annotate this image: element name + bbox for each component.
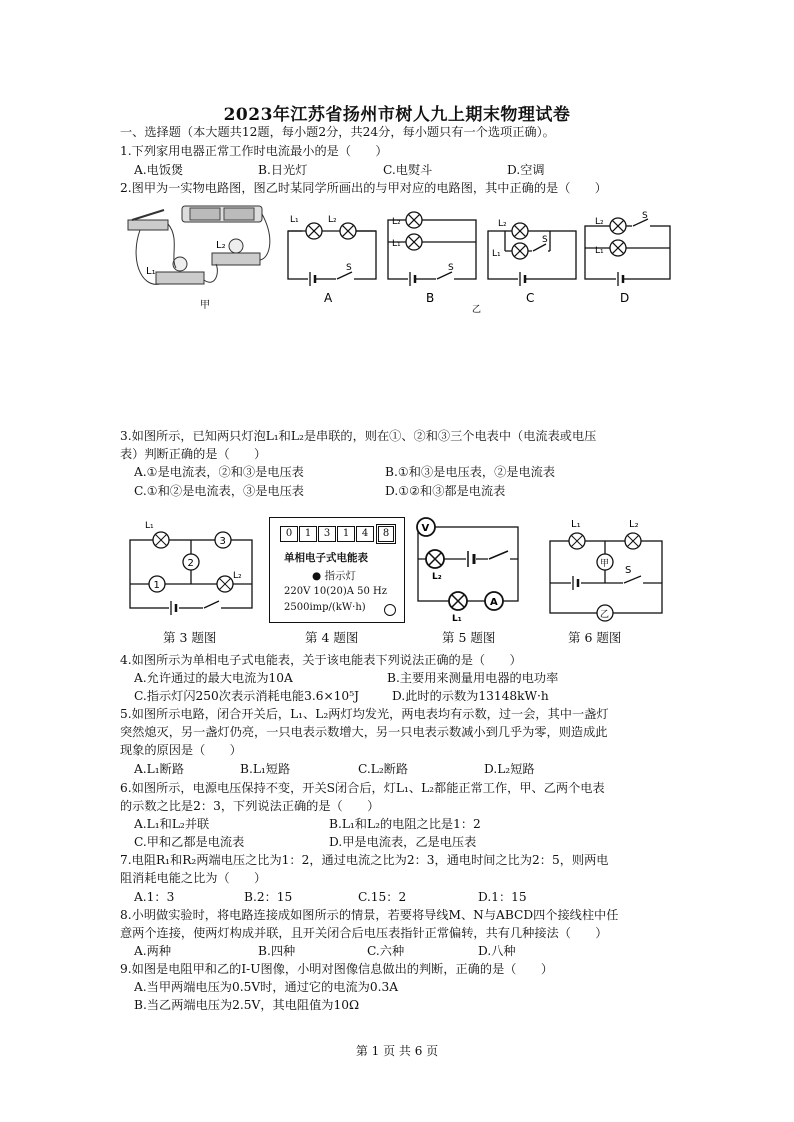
q6-option-b: B.L₁和L₂的电阻之比是1：2 (329, 817, 481, 831)
q1-option-c: C.电熨斗 (383, 163, 433, 177)
circuit-b-l2: L₂ (392, 217, 401, 227)
fig3-meter-1: 1 (153, 580, 160, 591)
fig5-l2: L₂ (432, 572, 442, 582)
fig6-meter-jia: 甲 (600, 559, 610, 569)
q7-option-b: B.2：15 (244, 890, 293, 904)
fig4-caption: 第 4 题图 (305, 630, 359, 645)
circuit-c-s: S (542, 235, 548, 245)
circuit-c-l2: L₂ (498, 219, 507, 229)
circuit-b (388, 212, 476, 305)
q5-option-d: D.L₂短路 (484, 762, 535, 776)
circuit-a-l2: L₂ (328, 215, 337, 225)
meter-digit: 3 (318, 526, 336, 542)
circuit-a-s: S (346, 263, 352, 273)
q6-option-a: A.L₁和L₂并联 (134, 817, 210, 831)
meter-digit-row (280, 526, 394, 542)
q1-option-d: D.空调 (507, 163, 545, 177)
q3-option-a: A.①是电流表，②和③是电压表 (134, 465, 304, 479)
q7-option-c: C.15：2 (358, 890, 407, 904)
meter-digit: 1 (337, 526, 355, 542)
q1-option-a: A.电饭煲 (134, 163, 184, 177)
q7-option-a: A.1：3 (134, 890, 175, 904)
page-footer: 第 1 页 共 6 页 (355, 1044, 439, 1058)
fig6-l2: L₂ (629, 519, 639, 530)
q4-option-c: C.指示灯闪250次表示消耗电能3.6×10⁵J (134, 689, 359, 703)
q8-stem-line2: 意两个连接，使两灯构成并联，且开关闭合后电压表指针正常偏转，共有几种接法（ ） (120, 926, 608, 940)
fig3-meter-3: 3 (219, 536, 226, 547)
fig3-l2: L₂ (233, 571, 242, 581)
q8-option-d: D.八种 (478, 944, 516, 958)
circuit-b-l1: L₁ (392, 239, 401, 249)
circuit-c (488, 219, 576, 305)
fig6-s: S (625, 565, 632, 576)
q5-stem-line2: 突然熄灭，另一盏灯仍亮，一只电表示数增大，另一只电表示数减小到几乎为零，则造成此 (120, 725, 608, 739)
meter-spec-constant: 2500imp/(kW·h) (284, 602, 366, 613)
q7-stem-line2: 阻消耗电能之比为（ ） (120, 871, 267, 885)
meter-indicator: ● 指示灯 (312, 570, 356, 582)
q5-option-c: C.L₂断路 (358, 762, 409, 776)
q3-stem-line1: 3.如图所示，已知两只灯泡L₁和L₂是串联的，则在①、②和③三个电表中（电流表或电压 (120, 429, 597, 443)
q6-stem-line2: 的示数之比是2：3，下列说法正确的是（ ） (120, 799, 380, 813)
circuit-a-l1: L₁ (290, 215, 299, 225)
fig5-circuit (410, 515, 530, 625)
fig3-meter-2: 2 (187, 558, 194, 569)
meter-digit-decimal: 8 (378, 526, 394, 542)
fig6-caption: 第 6 题图 (568, 630, 622, 645)
q5-option-b: B.L₁短路 (240, 762, 291, 776)
circuit-d-label: D (620, 291, 630, 305)
circuit-d-s: S (642, 211, 648, 221)
q3-stem-line2: 表）判断正确的是（ ） (120, 447, 267, 461)
circuit-b-label: B (426, 291, 435, 305)
q8-option-b: B.四种 (258, 944, 296, 958)
q5-stem-line3: 现象的原因是（ ） (120, 743, 242, 757)
circuit-b-s: S (448, 263, 454, 273)
q6-option-c: C.甲和乙都是电流表 (134, 835, 245, 849)
q5-stem-line1: 5.如图所示电路，闭合开关后，L₁、L₂两灯均发光，两电表均有示数，过一会，其中一盏灯 (120, 707, 609, 721)
q7-stem-line1: 7.电阻R₁和R₂两端电压之比为1：2，通过电流之比为2：3，通电时间之比为2：5，则两电 (120, 853, 609, 867)
fig3-caption: 第 3 题图 (163, 630, 217, 645)
q2-physical-circuit-figure (120, 198, 280, 313)
meter-digit: 1 (299, 526, 317, 542)
fig6-l1: L₁ (571, 519, 581, 530)
q2-stem: 2.图甲为一实物电路图，图乙时某同学所画出的与甲对应的电路图，其中正确的是（ ） (120, 181, 607, 195)
q1-option-b: B.日光灯 (258, 163, 308, 177)
q4-stem: 4.如图所示为单相电子式电能表，关于该电能表下列说法正确的是（ ） (120, 653, 522, 667)
q8-option-c: C.六种 (367, 944, 405, 958)
q5-option-a: A.L₁断路 (134, 762, 185, 776)
meter-port-icon (384, 604, 396, 616)
q6-option-d: D.甲是电流表，乙是电压表 (329, 835, 477, 849)
q4-option-a: A.允许通过的最大电流为10A (134, 671, 293, 685)
q2-fig-l2-label: L₂ (216, 240, 226, 251)
q1-stem: 1.下列家用电器正常工作时电流最小的是（ ） (120, 144, 388, 158)
circuit-a (288, 215, 376, 305)
fig5-ammeter: A (490, 597, 498, 608)
q7-option-d: D.1：15 (478, 890, 527, 904)
q2-fig-yi-caption: 乙 (472, 305, 482, 315)
q3-option-c: C.①和②是电流表，③是电压表 (134, 484, 304, 498)
q9-stem: 9.如图是电阻甲和乙的I-U图像，小明对图像信息做出的判断，正确的是（ ） (120, 962, 554, 976)
q3-option-d: D.①②和③都是电流表 (385, 484, 506, 498)
q9-option-a: A.当甲两端电压为0.5V时，通过它的电流为0.3A (134, 980, 399, 994)
meter-digit: 0 (280, 526, 298, 542)
meter-spec-voltage: 220V 10(20)A 50 Hz (284, 586, 388, 597)
exam-title: 2023年江苏省扬州市树人九上期末物理试卷 (223, 105, 571, 125)
fig3-l1: L₁ (145, 521, 154, 531)
q2-fig-jia-caption: 甲 (200, 300, 210, 311)
circuit-d (585, 211, 670, 305)
fig3-circuit (125, 518, 260, 618)
q4-option-d: D.此时的示数为13148kW·h (392, 689, 549, 703)
q8-stem-line1: 8.小明做实验时，将电路连接成如图所示的情景，若要将导线M、N与ABCD四个接线柱中任 (120, 908, 619, 922)
circuit-c-label: C (526, 291, 535, 305)
fig6-circuit (545, 515, 670, 625)
circuit-d-l1: L₁ (595, 246, 604, 256)
fig5-l1: L₁ (452, 614, 462, 624)
meter-digit: 4 (356, 526, 374, 542)
q6-stem-line1: 6.如图所示，电源电压保持不变，开关S闭合后，灯L₁、L₂都能正常工作，甲、乙两个电表 (120, 781, 605, 795)
circuit-d-l2: L₂ (595, 217, 604, 227)
fig4-energy-meter (269, 517, 405, 623)
section-heading: 一、选择题（本大题共12题，每小题2分，共24分，每小题只有一个选项正确）。 (120, 125, 555, 139)
fig5-caption: 第 5 题图 (442, 630, 496, 645)
meter-name: 单相电子式电能表 (284, 552, 368, 564)
circuit-c-l1: L₁ (492, 249, 501, 259)
circuit-a-label: A (324, 291, 333, 305)
fig6-meter-yi: 乙 (600, 610, 610, 620)
q3-option-b: B.①和③是电压表，②是电流表 (385, 465, 556, 479)
fig5-voltmeter: V (421, 523, 430, 534)
q8-option-a: A.两种 (134, 944, 172, 958)
q4-option-b: B.主要用来测量用电器的电功率 (387, 671, 559, 685)
q2-fig-l1-label: L₁ (146, 266, 156, 277)
q9-option-b: B.当乙两端电压为2.5V，其电阻值为10Ω (134, 998, 360, 1012)
q2-circuit-diagrams (280, 206, 680, 316)
